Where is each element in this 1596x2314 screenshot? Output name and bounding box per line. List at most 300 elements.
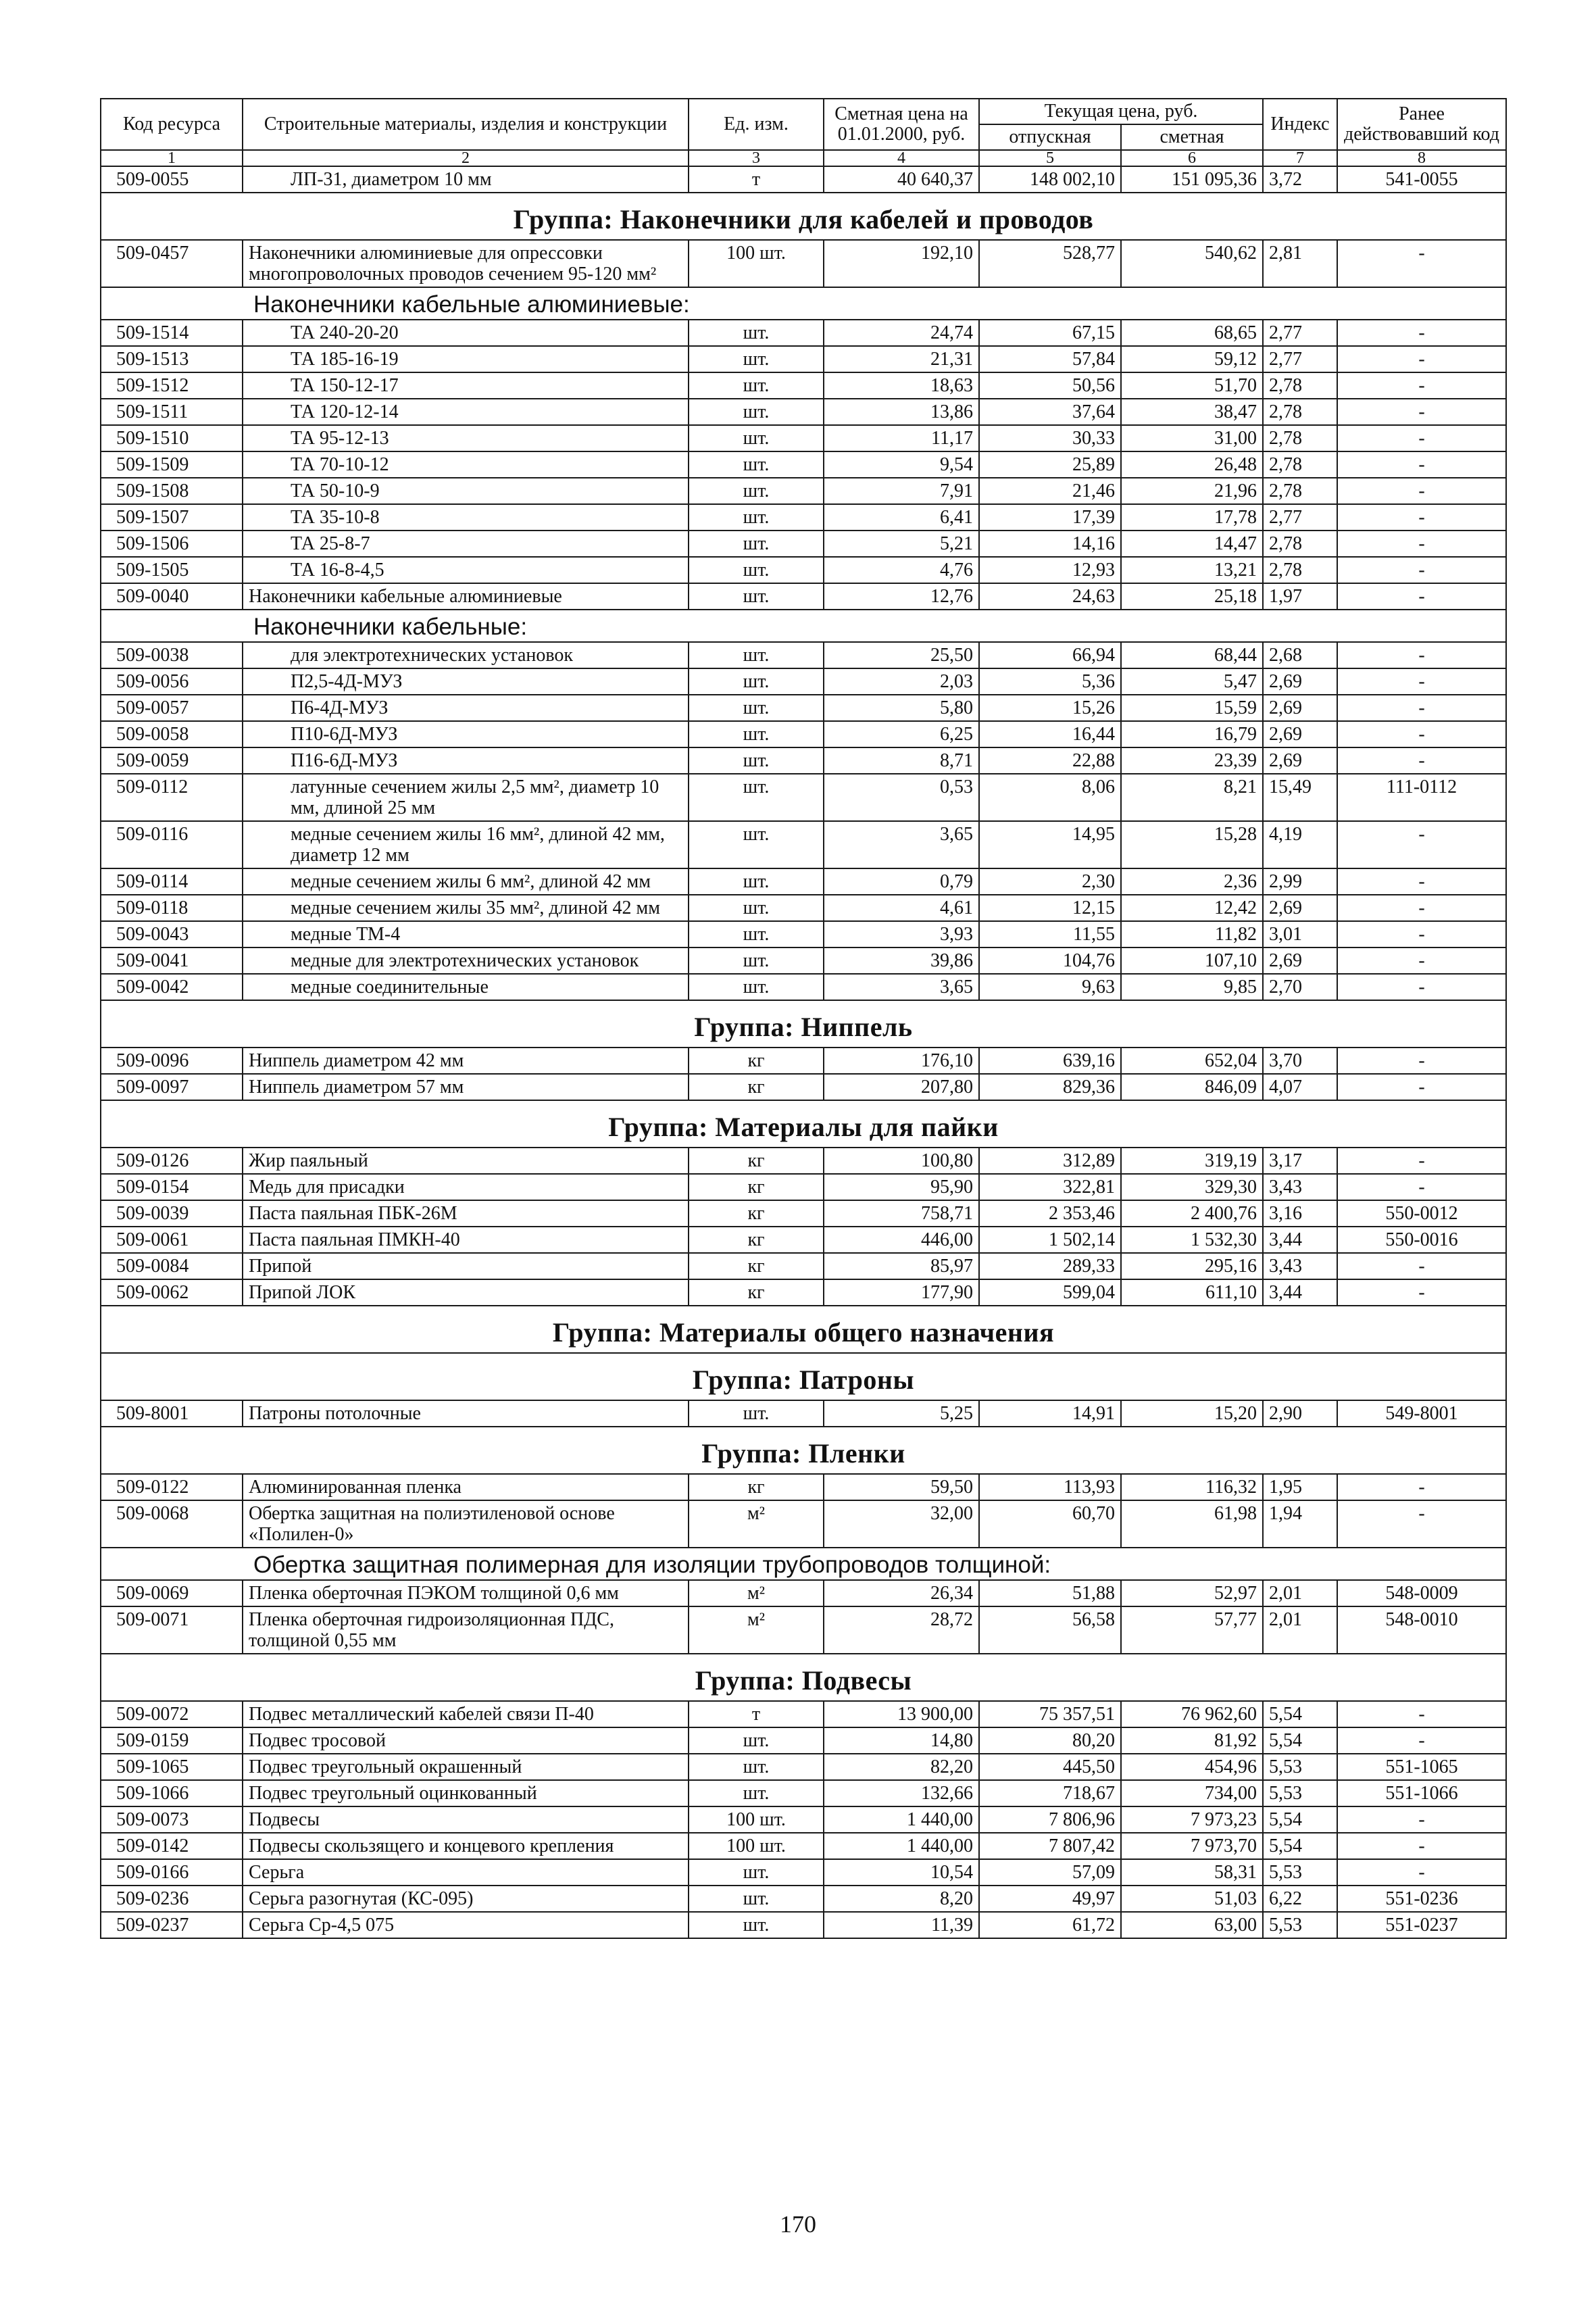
unit-cell: шт.	[689, 1754, 824, 1780]
group-heading: Группа: Пленки	[101, 1427, 1506, 1474]
unit-cell: шт.	[689, 642, 824, 668]
estimate-price: 15,20	[1121, 1400, 1263, 1427]
material-name: ТА 35-10-8	[243, 504, 689, 531]
table-row	[101, 557, 1506, 583]
group-heading-row	[101, 1654, 1506, 1701]
subgroup-heading-row	[101, 287, 1506, 320]
unit-cell: шт.	[689, 668, 824, 695]
material-name: Наконечники алюминиевые для опрессовки многопроволочных проводов сечением 95-120 мм²	[243, 240, 689, 287]
column-number: 8	[1337, 150, 1506, 166]
release-price: 57,84	[979, 346, 1121, 372]
release-price: 5,36	[979, 668, 1121, 695]
release-price: 16,44	[979, 721, 1121, 747]
estimated-price-2000: 176,10	[824, 1048, 979, 1074]
column-number: 6	[1121, 150, 1263, 166]
price-index: 1,97	[1263, 583, 1337, 610]
estimated-price-2000: 13,86	[824, 399, 979, 425]
estimated-price-2000: 40 640,37	[824, 166, 979, 193]
table-row	[101, 1200, 1506, 1227]
previous-code: -	[1337, 974, 1506, 1000]
previous-code: 550-0012	[1337, 1200, 1506, 1227]
price-index: 3,16	[1263, 1200, 1337, 1227]
release-price: 80,20	[979, 1727, 1121, 1754]
material-name: для электротехнических установок	[243, 642, 689, 668]
release-price: 148 002,10	[979, 166, 1121, 193]
table-row	[101, 240, 1506, 287]
price-index: 2,69	[1263, 668, 1337, 695]
page-number: 170	[780, 2211, 816, 2238]
release-price: 57,09	[979, 1859, 1121, 1886]
material-name: ТА 150-12-17	[243, 372, 689, 399]
release-price: 104,76	[979, 947, 1121, 974]
subgroup-heading: Наконечники кабельные:	[101, 610, 1506, 642]
resource-code: 509-0057	[101, 695, 243, 721]
material-name: медные для электротехнических установок	[243, 947, 689, 974]
resource-code: 509-0142	[101, 1833, 243, 1859]
previous-code: 550-0016	[1337, 1227, 1506, 1253]
table-row	[101, 1174, 1506, 1200]
table-row	[101, 372, 1506, 399]
column-number: 1	[101, 150, 243, 166]
unit-cell: 100 шт.	[689, 1833, 824, 1859]
unit-cell: шт.	[689, 504, 824, 531]
price-index: 5,54	[1263, 1833, 1337, 1859]
table-row	[101, 1500, 1506, 1548]
material-name: ТА 95-12-13	[243, 425, 689, 451]
previous-code: 551-0237	[1337, 1912, 1506, 1938]
unit-cell: шт.	[689, 320, 824, 346]
estimate-price: 51,03	[1121, 1886, 1263, 1912]
unit-cell: шт.	[689, 451, 824, 478]
estimated-price-2000: 132,66	[824, 1780, 979, 1806]
price-index: 2,90	[1263, 1400, 1337, 1427]
table-row	[101, 166, 1506, 193]
table-row	[101, 583, 1506, 610]
price-index: 1,94	[1263, 1500, 1337, 1548]
estimate-price: 14,47	[1121, 531, 1263, 557]
previous-code: -	[1337, 721, 1506, 747]
release-price: 61,72	[979, 1912, 1121, 1938]
resource-code: 509-0038	[101, 642, 243, 668]
material-name: Жир паяльный	[243, 1148, 689, 1174]
header-code: Код ресурса	[101, 99, 243, 150]
estimate-price: 21,96	[1121, 478, 1263, 504]
estimate-price: 51,70	[1121, 372, 1263, 399]
resource-code: 509-0112	[101, 774, 243, 821]
release-price: 21,46	[979, 478, 1121, 504]
previous-code: -	[1337, 821, 1506, 868]
price-index: 2,77	[1263, 504, 1337, 531]
price-index: 15,49	[1263, 774, 1337, 821]
material-name: Ниппель диаметром 42 мм	[243, 1048, 689, 1074]
unit-cell: шт.	[689, 974, 824, 1000]
material-name: Алюминированная пленка	[243, 1474, 689, 1500]
resource-code: 509-0236	[101, 1886, 243, 1912]
price-index: 3,43	[1263, 1253, 1337, 1279]
unit-cell: м²	[689, 1606, 824, 1654]
estimated-price-2000: 8,71	[824, 747, 979, 774]
resource-code: 509-0154	[101, 1174, 243, 1200]
price-index: 2,68	[1263, 642, 1337, 668]
estimated-price-2000: 95,90	[824, 1174, 979, 1200]
table-row	[101, 1780, 1506, 1806]
estimated-price-2000: 192,10	[824, 240, 979, 287]
unit-cell: шт.	[689, 895, 824, 921]
estimate-price: 68,65	[1121, 320, 1263, 346]
estimate-price: 57,77	[1121, 1606, 1263, 1654]
release-price: 14,91	[979, 1400, 1121, 1427]
resource-code: 509-0043	[101, 921, 243, 947]
price-index: 2,77	[1263, 320, 1337, 346]
estimated-price-2000: 13 900,00	[824, 1701, 979, 1727]
price-index: 2,69	[1263, 721, 1337, 747]
estimated-price-2000: 25,50	[824, 642, 979, 668]
header-release-price: отпускная	[979, 124, 1121, 150]
unit-cell: шт.	[689, 695, 824, 721]
release-price: 829,36	[979, 1074, 1121, 1100]
estimated-price-2000: 21,31	[824, 346, 979, 372]
group-heading: Группа: Ниппель	[101, 1000, 1506, 1048]
release-price: 49,97	[979, 1886, 1121, 1912]
estimate-price: 5,47	[1121, 668, 1263, 695]
material-name: Припой ЛОК	[243, 1279, 689, 1306]
unit-cell: 100 шт.	[689, 1806, 824, 1833]
estimate-price: 26,48	[1121, 451, 1263, 478]
release-price: 67,15	[979, 320, 1121, 346]
subgroup-heading-row	[101, 610, 1506, 642]
estimated-price-2000: 32,00	[824, 1500, 979, 1548]
price-index: 3,70	[1263, 1048, 1337, 1074]
price-index: 2,69	[1263, 895, 1337, 921]
resource-code: 509-0039	[101, 1200, 243, 1227]
price-index: 2,99	[1263, 868, 1337, 895]
group-heading-row	[101, 1000, 1506, 1048]
release-price: 14,16	[979, 531, 1121, 557]
price-index: 3,72	[1263, 166, 1337, 193]
unit-cell: кг	[689, 1279, 824, 1306]
unit-cell: шт.	[689, 583, 824, 610]
previous-code: -	[1337, 895, 1506, 921]
estimate-price: 2 400,76	[1121, 1200, 1263, 1227]
release-price: 2,30	[979, 868, 1121, 895]
header-current-price: Текущая цена, руб.	[979, 99, 1263, 124]
resource-code: 509-0068	[101, 1500, 243, 1548]
unit-cell: шт.	[689, 921, 824, 947]
resource-code: 509-0166	[101, 1859, 243, 1886]
group-heading-row	[101, 1100, 1506, 1148]
table-row	[101, 1886, 1506, 1912]
estimated-price-2000: 26,34	[824, 1580, 979, 1606]
previous-code: 551-1065	[1337, 1754, 1506, 1780]
price-index: 5,54	[1263, 1701, 1337, 1727]
table-row	[101, 1074, 1506, 1100]
estimate-price: 611,10	[1121, 1279, 1263, 1306]
estimate-price: 15,28	[1121, 821, 1263, 868]
estimated-price-2000: 11,39	[824, 1912, 979, 1938]
price-index: 6,22	[1263, 1886, 1337, 1912]
unit-cell: кг	[689, 1474, 824, 1500]
previous-code: -	[1337, 1500, 1506, 1548]
column-number: 2	[243, 150, 689, 166]
previous-code: 541-0055	[1337, 166, 1506, 193]
group-heading-row	[101, 1306, 1506, 1353]
price-index: 3,43	[1263, 1174, 1337, 1200]
table-row	[101, 1474, 1506, 1500]
price-index: 3,44	[1263, 1227, 1337, 1253]
column-number: 7	[1263, 150, 1337, 166]
previous-code: -	[1337, 240, 1506, 287]
release-price: 75 357,51	[979, 1701, 1121, 1727]
price-index: 2,69	[1263, 747, 1337, 774]
group-heading-row	[101, 1353, 1506, 1400]
previous-code: -	[1337, 1701, 1506, 1727]
resource-code: 509-1505	[101, 557, 243, 583]
table-row	[101, 895, 1506, 921]
estimate-price: 7 973,23	[1121, 1806, 1263, 1833]
column-number: 3	[689, 150, 824, 166]
material-name: П2,5-4Д-МУЗ	[243, 668, 689, 695]
resource-code: 509-1513	[101, 346, 243, 372]
estimate-price: 81,92	[1121, 1727, 1263, 1754]
table-row	[101, 1148, 1506, 1174]
estimate-price: 12,42	[1121, 895, 1263, 921]
resource-code: 509-8001	[101, 1400, 243, 1427]
table-row	[101, 668, 1506, 695]
material-name: ТА 120-12-14	[243, 399, 689, 425]
material-name: П10-6Д-МУЗ	[243, 721, 689, 747]
estimated-price-2000: 14,80	[824, 1727, 979, 1754]
material-name: Наконечники кабельные алюминиевые	[243, 583, 689, 610]
price-index: 2,78	[1263, 531, 1337, 557]
table-row	[101, 478, 1506, 504]
previous-code: 551-1066	[1337, 1780, 1506, 1806]
resource-code: 509-0122	[101, 1474, 243, 1500]
estimated-price-2000: 177,90	[824, 1279, 979, 1306]
estimated-price-2000: 6,41	[824, 504, 979, 531]
material-name: Подвесы скользящего и концевого крепления	[243, 1833, 689, 1859]
estimated-price-2000: 39,86	[824, 947, 979, 974]
previous-code: 111-0112	[1337, 774, 1506, 821]
price-index: 5,54	[1263, 1727, 1337, 1754]
price-index: 4,19	[1263, 821, 1337, 868]
material-name: Паста паяльная ПБК-26М	[243, 1200, 689, 1227]
header-estimate-price: сметная	[1121, 124, 1263, 150]
unit-cell: шт.	[689, 399, 824, 425]
material-name: ТА 16-8-4,5	[243, 557, 689, 583]
subgroup-heading: Обертка защитная полимерная для изоляции трубопроводов толщиной:	[101, 1548, 1506, 1580]
unit-cell: шт.	[689, 821, 824, 868]
price-index: 2,78	[1263, 478, 1337, 504]
estimate-price: 116,32	[1121, 1474, 1263, 1500]
estimated-price-2000: 758,71	[824, 1200, 979, 1227]
column-number-row	[101, 150, 1506, 166]
table-row	[101, 1727, 1506, 1754]
material-name: Подвес тросовой	[243, 1727, 689, 1754]
table-row	[101, 451, 1506, 478]
table-row	[101, 747, 1506, 774]
resource-code: 509-0096	[101, 1048, 243, 1074]
resource-code: 509-0040	[101, 583, 243, 610]
price-table	[100, 98, 1507, 1939]
previous-code: -	[1337, 1174, 1506, 1200]
estimate-price: 329,30	[1121, 1174, 1263, 1200]
price-index: 2,70	[1263, 974, 1337, 1000]
table-row	[101, 1580, 1506, 1606]
price-index: 3,17	[1263, 1148, 1337, 1174]
price-index: 2,78	[1263, 399, 1337, 425]
release-price: 9,63	[979, 974, 1121, 1000]
resource-code: 509-0071	[101, 1606, 243, 1654]
table-row	[101, 1400, 1506, 1427]
group-heading: Группа: Материалы для пайки	[101, 1100, 1506, 1148]
resource-code: 509-1506	[101, 531, 243, 557]
unit-cell: шт.	[689, 1400, 824, 1427]
release-price: 25,89	[979, 451, 1121, 478]
material-name: П16-6Д-МУЗ	[243, 747, 689, 774]
release-price: 7 806,96	[979, 1806, 1121, 1833]
material-name: Серьга	[243, 1859, 689, 1886]
estimate-price: 2,36	[1121, 868, 1263, 895]
estimated-price-2000: 28,72	[824, 1606, 979, 1654]
price-index: 2,69	[1263, 695, 1337, 721]
table-row	[101, 320, 1506, 346]
estimated-price-2000: 3,65	[824, 974, 979, 1000]
estimated-price-2000: 59,50	[824, 1474, 979, 1500]
resource-code: 509-1065	[101, 1754, 243, 1780]
estimated-price-2000: 24,74	[824, 320, 979, 346]
material-name: Подвесы	[243, 1806, 689, 1833]
estimate-price: 846,09	[1121, 1074, 1263, 1100]
unit-cell: кг	[689, 1253, 824, 1279]
release-price: 7 807,42	[979, 1833, 1121, 1859]
release-price: 2 353,46	[979, 1200, 1121, 1227]
table-row	[101, 1859, 1506, 1886]
column-number: 5	[979, 150, 1121, 166]
previous-code: -	[1337, 1253, 1506, 1279]
resource-code: 509-0062	[101, 1279, 243, 1306]
resource-code: 509-0084	[101, 1253, 243, 1279]
previous-code: -	[1337, 1859, 1506, 1886]
unit-cell: шт.	[689, 1727, 824, 1754]
estimated-price-2000: 85,97	[824, 1253, 979, 1279]
estimated-price-2000: 446,00	[824, 1227, 979, 1253]
table-row	[101, 774, 1506, 821]
resource-code: 509-0118	[101, 895, 243, 921]
resource-code: 509-1514	[101, 320, 243, 346]
table-row	[101, 1754, 1506, 1780]
estimated-price-2000: 0,79	[824, 868, 979, 895]
resource-code: 509-0059	[101, 747, 243, 774]
header-unit: Ед. изм.	[689, 99, 824, 150]
group-heading: Группа: Материалы общего назначения	[101, 1306, 1506, 1353]
price-index: 2,01	[1263, 1606, 1337, 1654]
price-index: 5,53	[1263, 1780, 1337, 1806]
previous-code: -	[1337, 451, 1506, 478]
previous-code: -	[1337, 557, 1506, 583]
release-price: 599,04	[979, 1279, 1121, 1306]
previous-code: -	[1337, 1727, 1506, 1754]
previous-code: -	[1337, 531, 1506, 557]
previous-code: -	[1337, 372, 1506, 399]
price-index: 2,78	[1263, 372, 1337, 399]
previous-code: -	[1337, 478, 1506, 504]
material-name: ТА 25-8-7	[243, 531, 689, 557]
release-price: 528,77	[979, 240, 1121, 287]
resource-code: 509-0114	[101, 868, 243, 895]
unit-cell: шт.	[689, 557, 824, 583]
previous-code: -	[1337, 947, 1506, 974]
material-name: ТА 70-10-12	[243, 451, 689, 478]
material-name: Серьга разогнутая (КС-095)	[243, 1886, 689, 1912]
header-estimated-price-2000: Сметная цена на 01.01.2000, руб.	[824, 99, 979, 150]
release-price: 639,16	[979, 1048, 1121, 1074]
resource-code: 509-0159	[101, 1727, 243, 1754]
material-name: Припой	[243, 1253, 689, 1279]
resource-code: 509-1507	[101, 504, 243, 531]
unit-cell: шт.	[689, 346, 824, 372]
price-index: 2,69	[1263, 947, 1337, 974]
price-index: 2,01	[1263, 1580, 1337, 1606]
resource-code: 509-0097	[101, 1074, 243, 1100]
table-row	[101, 921, 1506, 947]
table-row	[101, 1701, 1506, 1727]
table-row	[101, 1912, 1506, 1938]
estimate-price: 9,85	[1121, 974, 1263, 1000]
release-price: 12,93	[979, 557, 1121, 583]
release-price: 8,06	[979, 774, 1121, 821]
estimated-price-2000: 207,80	[824, 1074, 979, 1100]
estimate-price: 734,00	[1121, 1780, 1263, 1806]
previous-code: 551-0236	[1337, 1886, 1506, 1912]
estimate-price: 52,97	[1121, 1580, 1263, 1606]
material-name: ЛП-31, диаметром 10 мм	[243, 166, 689, 193]
estimated-price-2000: 18,63	[824, 372, 979, 399]
group-heading-row	[101, 193, 1506, 240]
material-name: Подвес металлический кабелей связи П-40	[243, 1701, 689, 1727]
previous-code: -	[1337, 1048, 1506, 1074]
price-index: 4,07	[1263, 1074, 1337, 1100]
previous-code: -	[1337, 747, 1506, 774]
table-row	[101, 425, 1506, 451]
header-previous-code: Ранее действовавший код	[1337, 99, 1506, 150]
material-name: Паста паяльная ПМКН-40	[243, 1227, 689, 1253]
estimated-price-2000: 5,80	[824, 695, 979, 721]
price-index: 2,81	[1263, 240, 1337, 287]
previous-code: -	[1337, 668, 1506, 695]
subgroup-heading-row	[101, 1548, 1506, 1580]
material-name: ТА 50-10-9	[243, 478, 689, 504]
previous-code: -	[1337, 1474, 1506, 1500]
table-row	[101, 721, 1506, 747]
estimated-price-2000: 4,61	[824, 895, 979, 921]
previous-code: -	[1337, 695, 1506, 721]
material-name: Ниппель диаметром 57 мм	[243, 1074, 689, 1100]
release-price: 113,93	[979, 1474, 1121, 1500]
material-name: Патроны потолочные	[243, 1400, 689, 1427]
previous-code: -	[1337, 1074, 1506, 1100]
estimate-price: 11,82	[1121, 921, 1263, 947]
table-row	[101, 695, 1506, 721]
unit-cell: шт.	[689, 747, 824, 774]
release-price: 17,39	[979, 504, 1121, 531]
table-body	[101, 166, 1506, 1938]
resource-code: 509-0069	[101, 1580, 243, 1606]
resource-code: 509-1509	[101, 451, 243, 478]
estimated-price-2000: 82,20	[824, 1754, 979, 1780]
table-row	[101, 947, 1506, 974]
header-materials: Строительные материалы, изделия и конструкции	[243, 99, 689, 150]
group-heading: Группа: Подвесы	[101, 1654, 1506, 1701]
